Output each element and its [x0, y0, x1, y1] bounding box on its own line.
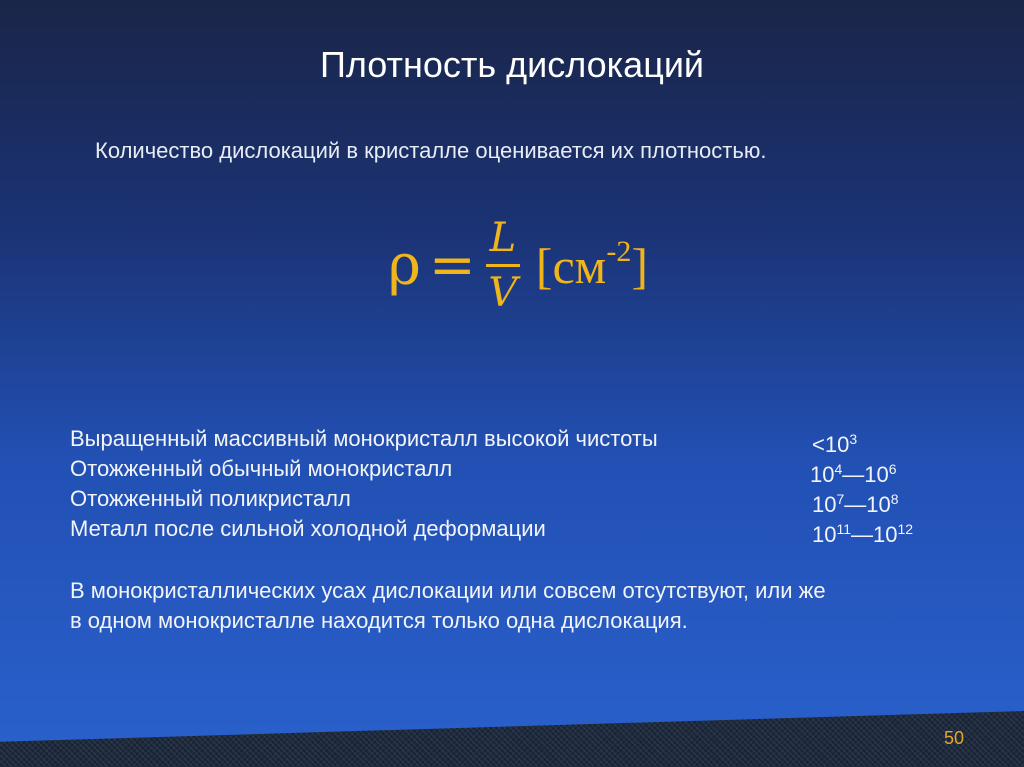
value-prefix: 10: [812, 492, 837, 517]
value-base-2: 10: [864, 462, 889, 487]
density-row: [70, 424, 970, 457]
value-separator: —: [851, 522, 874, 547]
value-prefix: 10: [810, 462, 835, 487]
note-line-1: В монокристаллических усах дислокации или совсем отсутствуют, или же: [70, 578, 826, 603]
formula-unit: [536, 235, 648, 295]
formula-denominator: V: [488, 269, 518, 316]
density-row: [70, 484, 970, 517]
formula-symbol: ρ: [388, 232, 421, 298]
density-row: [70, 514, 970, 547]
value-separator: —: [844, 492, 867, 517]
formula-equals: =: [428, 232, 476, 298]
formula-unit-close: ]: [631, 238, 648, 294]
row-label: Отожженный обычный монокристалл: [70, 456, 453, 481]
formula-unit-base: [см: [535, 238, 607, 294]
formula-unit-exp: -2: [606, 235, 632, 268]
slide-title: Плотность дислокаций: [319, 44, 705, 85]
value-separator: —: [842, 462, 865, 487]
value-exp-1: 4: [834, 461, 843, 477]
row-label: Отожженный поликристалл: [70, 486, 351, 511]
value-prefix: <10: [812, 432, 850, 457]
value-exp-1: 7: [836, 491, 845, 507]
value-base-2: 10: [873, 522, 898, 547]
density-row: [70, 454, 970, 487]
value-exp-2: 12: [897, 521, 914, 537]
density-formula: [388, 210, 648, 320]
value-prefix: 10: [812, 522, 837, 547]
fraction-bar: [486, 264, 520, 267]
row-value: [812, 514, 913, 550]
formula-fraction: [486, 216, 520, 315]
value-base-2: 10: [866, 492, 891, 517]
value-exp-2: 8: [890, 491, 899, 507]
value-exp-2: 6: [888, 461, 897, 477]
bottom-decor-band: [0, 711, 1024, 767]
value-exp-1: 3: [849, 431, 858, 447]
note-line-2: в одном монокристалле находится только одна дислокация.: [70, 608, 688, 633]
row-label: Металл после сильной холодной деформации: [70, 516, 546, 541]
formula-numerator: L: [489, 214, 517, 261]
page-number: 50: [943, 728, 964, 748]
row-label: Выращенный массивный монокристалл высокой чистоты: [70, 426, 658, 451]
note-paragraph: [70, 576, 970, 636]
intro-text: Количество дислокаций в кристалле оценивается их плотностью.: [95, 138, 767, 163]
density-table: [70, 424, 970, 547]
value-exp-1: 11: [836, 521, 852, 537]
